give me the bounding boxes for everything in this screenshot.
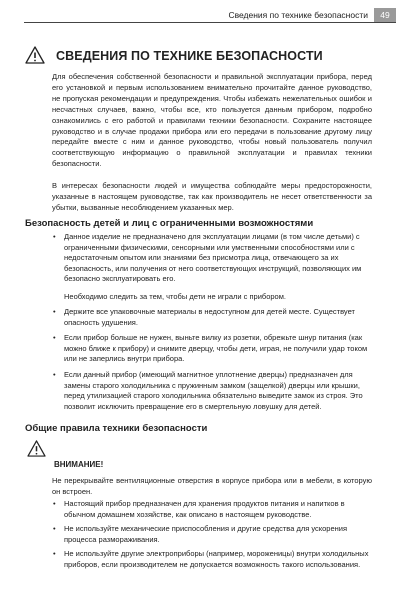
children-bullet-2: • Держите все упаковочные материалы в недоступном для детей месте. Существует опасность удушения.	[64, 307, 372, 328]
page-header	[228, 8, 396, 22]
general-bullet-3: • Не используйте другие электроприборы (например, мороженицы) внутри холодильных приборов, если производителем не допускается возможность такого использования.	[64, 549, 372, 570]
intro-paragraph: Для обеспечения собственной безопасности и правильной эксплуатации прибора, перед его установкой и первым использованием внимательно прочитайте данное руководство, не пропуская рекомендации и предупреждения. Чтобы избежать нежелательных ошибок и несчастных случаев, важно, чтобы все, кто пользуется данным прибором, подробно ознакомились с его работой и правилами техники безопасности. Сохраните настоящее руководство и в случае продажи прибора или его передачи в пользование другому лицу передайте вместе с ним и данное руководство, чтобы новый пользователь получил соответствующую информацию о правильной эксплуатации и правилах техники безопасности.	[52, 72, 372, 169]
warning-icon	[27, 440, 46, 457]
page-title: СВЕДЕНИЯ ПО ТЕХНИКЕ БЕЗОПАСНОСТИ	[56, 49, 323, 63]
children-safety-heading: Безопасность детей и лиц с ограниченными возможностями	[25, 218, 314, 229]
header-section-title: Сведения по технике безопасности	[228, 10, 368, 20]
header-divider	[24, 22, 396, 23]
general-bullet-2: • Не используйте механические приспособления и другие средства для ускорения процесса размораживания.	[64, 524, 372, 545]
ventilation-paragraph: Не перекрывайте вентиляционные отверстия в корпусе прибора или в мебели, в которую он встроен.	[52, 476, 372, 496]
general-bullet-1: • Настоящий прибор предназначен для хранения продуктов питания и напитков в обычном домашнем хозяйстве, как описано в настоящем руководстве.	[64, 499, 372, 520]
warning-icon	[25, 46, 45, 64]
children-bullet-3: • Если прибор больше не нужен, выньте вилку из розетки, обрежьте шнур питания (как можно ближе к прибору) и снимите дверцу, чтобы дети, играя, не получили удар током или не заперлись внутри прибора.	[64, 333, 372, 365]
children-bullet-1: • Данное изделие не предназначено для эксплуатации лицами (в том числе детьми) с ограниченными физическими, сенсорными или умственными способностями или с недостаточным опытом или знаниями без присмотра лица, отвечающего за их безопасность, или получения от него соответствующих инструкций, позволяющих им безопасно эксплуатировать его.	[64, 232, 372, 285]
page-number: 49	[374, 8, 396, 22]
children-supervision-note: Необходимо следить за тем, чтобы дети не играли с прибором.	[64, 292, 286, 301]
notice-label: ВНИМАНИЕ!	[54, 460, 104, 469]
children-bullet-4: • Если данный прибор (имеющий магнитное уплотнение дверцы) предназначен для замены старого холодильника с пружинным замком (защелкой) дверцы или крышки, перед утилизацией старого холодильника обязательно выведите замок из строя. Это позволит исключить превращение его в смертельную ловушку для детей.	[64, 370, 372, 412]
general-safety-heading: Общие правила техники безопасности	[25, 423, 208, 434]
liability-paragraph: В интересах безопасности людей и имущества соблюдайте меры предосторожности, указанные в настоящем руководстве, так как производитель не несет ответственности за убытки, вызванные несоблюдением указанных мер.	[52, 181, 372, 212]
